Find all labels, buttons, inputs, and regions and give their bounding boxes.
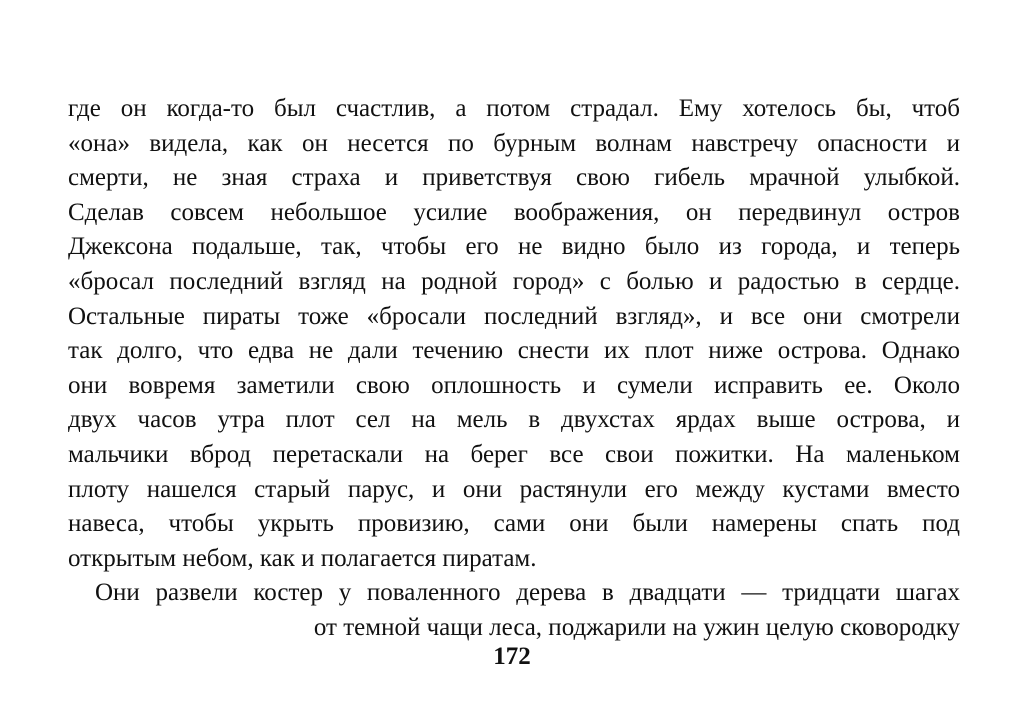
text-line: смерти, не зная страха и приветствуя свою гибель мрачной улыбкой. <box>68 164 960 192</box>
text-line: «она» видела, как он несется по бурным волнам навстречу опасности и <box>68 129 960 157</box>
text-line: Джексона подальше, так, чтобы его не видно было из города, и теперь <box>68 233 960 261</box>
text-line: навеса, чтобы укрыть провизию, сами они были намерены спать под <box>68 510 960 538</box>
text-line: они вовремя заметили свою оплошность и сумели исправить ее. Около <box>68 371 960 399</box>
text-line: где он когда-то был счастлив, а потом страдал. Ему хотелось бы, чтоб <box>68 95 960 122</box>
text-line: «бросал последний взгляд на родной город» с болью и радостью в сердце. <box>68 267 960 295</box>
text-line: так долго, что едва не дали течению снести их плот ниже острова. Однако <box>68 337 960 365</box>
text-line: плоту нашелся старый парус, и они растянули его между кустами вместо <box>68 475 960 503</box>
text-line: двух часов утра плот сел на мель в двухстах ярдах выше острова, и <box>68 406 960 434</box>
text-line: Сделав совсем небольшое усилие воображения, он передвинул остров <box>68 198 960 226</box>
page-number: 172 <box>493 643 531 670</box>
body-text <box>68 92 960 646</box>
paragraph-start-line: Они развели костер у поваленного дерева в двадцати — тридцати шагах <box>95 579 960 607</box>
text-line: мальчики вброд перетаскали на берег все свои пожитки. На маленьком <box>68 440 960 468</box>
paragraph-end-line: открытым небом, как и полагается пиратам. <box>68 544 537 572</box>
text-line: Остальные пираты тоже «бросали последний взгляд», и все они смотрели <box>68 302 960 330</box>
text-line: от темной чащи леса, поджарили на ужин целую сковородку <box>313 613 960 641</box>
